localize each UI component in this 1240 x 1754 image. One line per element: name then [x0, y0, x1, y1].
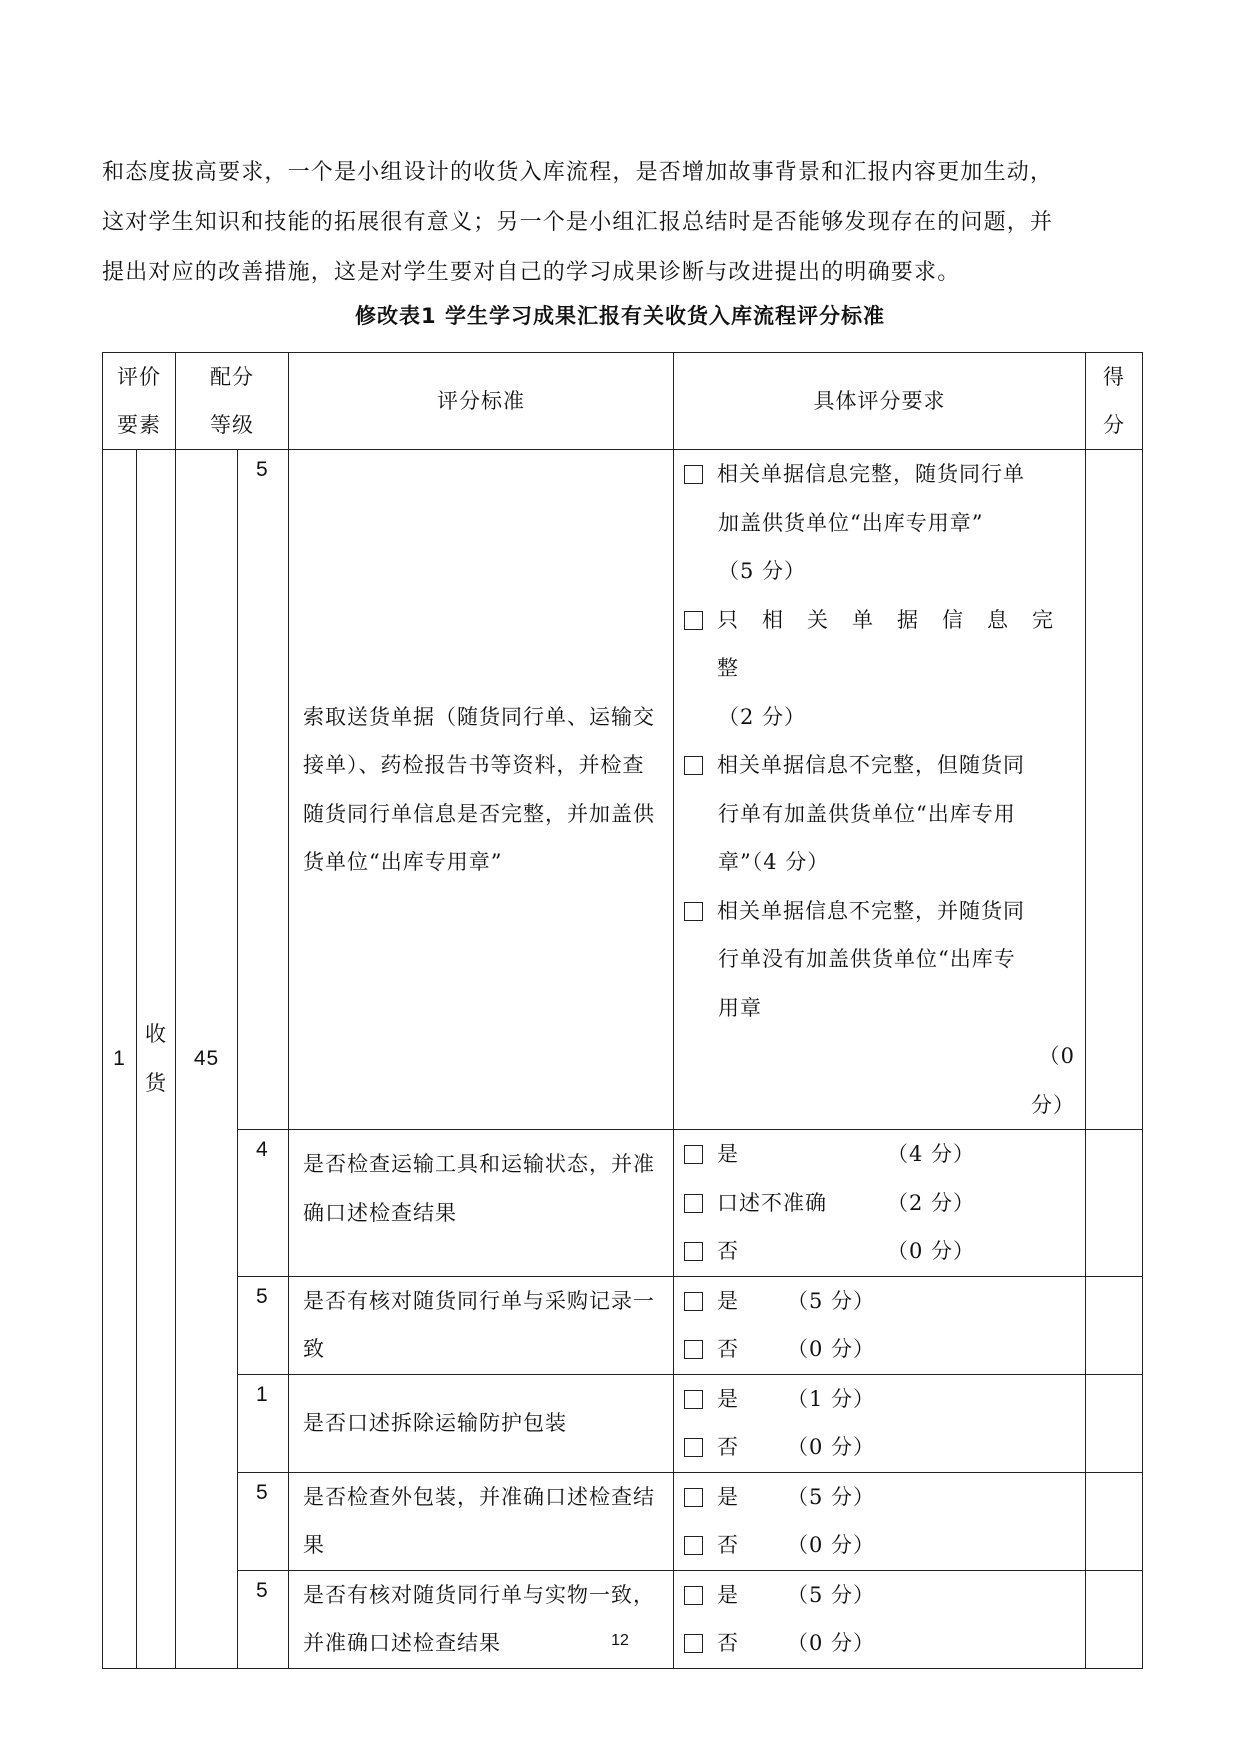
- checkbox[interactable]: [684, 1340, 703, 1359]
- row-score-cell: [1086, 1374, 1143, 1472]
- row-requirements: [674, 1276, 1086, 1374]
- section-index: 1: [103, 450, 137, 1669]
- checkbox[interactable]: [684, 1586, 703, 1605]
- option-item: 相关单据信息完整，随货同行单: [684, 450, 1079, 499]
- table-row: [103, 1276, 1143, 1374]
- option-item: 只相关单据信息完整: [684, 596, 1079, 693]
- row-criteria: 是否有核对随货同行单与实物一致，并准确口述检查结果: [289, 1570, 674, 1668]
- paragraph-line: 和态度拔高要求，一个是小组设计的收货入库流程，是否增加故事背景和汇报内容更加生动，: [102, 160, 1054, 185]
- section-total: 45: [176, 450, 238, 1669]
- paragraph-line: 这对学生知识和技能的拓展很有意义；另一个是小组汇报总结时是否能够发现存在的问题，并: [102, 210, 1054, 235]
- row-points: 5: [238, 1276, 289, 1374]
- header-row: [103, 353, 1143, 450]
- option-item: 否 （0 分）: [684, 1423, 1079, 1472]
- page-number: 12: [611, 1632, 629, 1649]
- row-criteria: 索取送货单据（随货同行单、运输交接单）、药检报告书等资料，并检查随货同行单信息是否完整，并加盖供货单位“出库专用章”: [289, 450, 674, 1130]
- row-requirements: 相关单据信息完整，随货同行单 加盖供货单位“出库专用章” （5 分） 只相关单据信息完整 （2 分） 相关单据信息不完整，但随货同 行单有加盖供货单位“出库专用 章”（4 分） 相关单据信息不完整，并随货同 行单没有加盖供货单位“出库专 用章 （0 分）: [674, 450, 1086, 1130]
- checkbox[interactable]: [684, 756, 703, 775]
- checkbox[interactable]: [684, 1536, 703, 1555]
- table-caption: 修改表1 学生学习成果汇报有关收货入库流程评分标准: [355, 304, 885, 328]
- row-requirements: [674, 1130, 1086, 1277]
- option-item: 口述不准确 （2 分）: [684, 1179, 1079, 1228]
- table-row: [103, 1472, 1143, 1570]
- option-item: 否 （0 分）: [684, 1521, 1079, 1570]
- option-item: 是 （5 分）: [684, 1473, 1079, 1522]
- header-criteria: 评分标准: [289, 353, 674, 450]
- table-row: [103, 1570, 1143, 1668]
- option-item: 否 （0 分）: [684, 1325, 1079, 1374]
- row-points: 1: [238, 1374, 289, 1472]
- table-row: [103, 1130, 1143, 1277]
- row-points: 5: [238, 450, 289, 1130]
- row-points: 5: [238, 1570, 289, 1668]
- header-requirements: 具体评分要求: [674, 353, 1086, 450]
- row-criteria: 是否有核对随货同行单与采购记录一致: [289, 1276, 674, 1374]
- row-criteria: 是否检查运输工具和运输状态，并准确口述检查结果: [289, 1130, 674, 1277]
- option-item: 相关单据信息不完整，并随货同: [684, 887, 1079, 936]
- row-requirements: [674, 1374, 1086, 1472]
- option-item: 是 （5 分）: [684, 1571, 1079, 1620]
- row-score-cell: [1086, 450, 1143, 1130]
- header-score: 得 分: [1086, 353, 1143, 450]
- checkbox[interactable]: [684, 1292, 703, 1311]
- row-points: 4: [238, 1130, 289, 1277]
- header-eval-element: 评价 要素: [103, 353, 176, 450]
- scoring-table: [102, 352, 1143, 1669]
- checkbox[interactable]: [684, 1438, 703, 1457]
- row-requirements: [674, 1472, 1086, 1570]
- option-item: 相关单据信息不完整，但随货同: [684, 741, 1079, 790]
- option-item: 是 （4 分）: [684, 1130, 1079, 1179]
- section-name: 收 货: [137, 450, 176, 1669]
- row-criteria: 是否检查外包装，并准确口述检查结果: [289, 1472, 674, 1570]
- checkbox[interactable]: [684, 902, 703, 921]
- table-row: [103, 1374, 1143, 1472]
- option-item: 否 （0 分）: [684, 1227, 1079, 1276]
- row-score-cell: [1086, 1130, 1143, 1277]
- checkbox[interactable]: [684, 611, 703, 630]
- checkbox[interactable]: [684, 465, 703, 484]
- header-grade: 配分 等级: [176, 353, 289, 450]
- table-row: [103, 450, 1143, 1130]
- option-item: 否 （0 分）: [684, 1619, 1079, 1668]
- row-points: 5: [238, 1472, 289, 1570]
- row-score-cell: [1086, 1472, 1143, 1570]
- row-score-cell: [1086, 1570, 1143, 1668]
- row-criteria: 是否口述拆除运输防护包装: [289, 1374, 674, 1472]
- checkbox[interactable]: [684, 1194, 703, 1213]
- row-score-cell: [1086, 1276, 1143, 1374]
- paragraph-line: 提出对应的改善措施，这是对学生要对自己的学习成果诊断与改进提出的明确要求。: [102, 260, 961, 285]
- checkbox[interactable]: [684, 1145, 703, 1164]
- body-paragraph: [102, 148, 1142, 298]
- checkbox[interactable]: [684, 1242, 703, 1261]
- row-requirements: [674, 1570, 1086, 1668]
- option-item: 是 （5 分）: [684, 1277, 1079, 1326]
- checkbox[interactable]: [684, 1390, 703, 1409]
- checkbox[interactable]: [684, 1488, 703, 1507]
- option-item: 是 （1 分）: [684, 1375, 1079, 1424]
